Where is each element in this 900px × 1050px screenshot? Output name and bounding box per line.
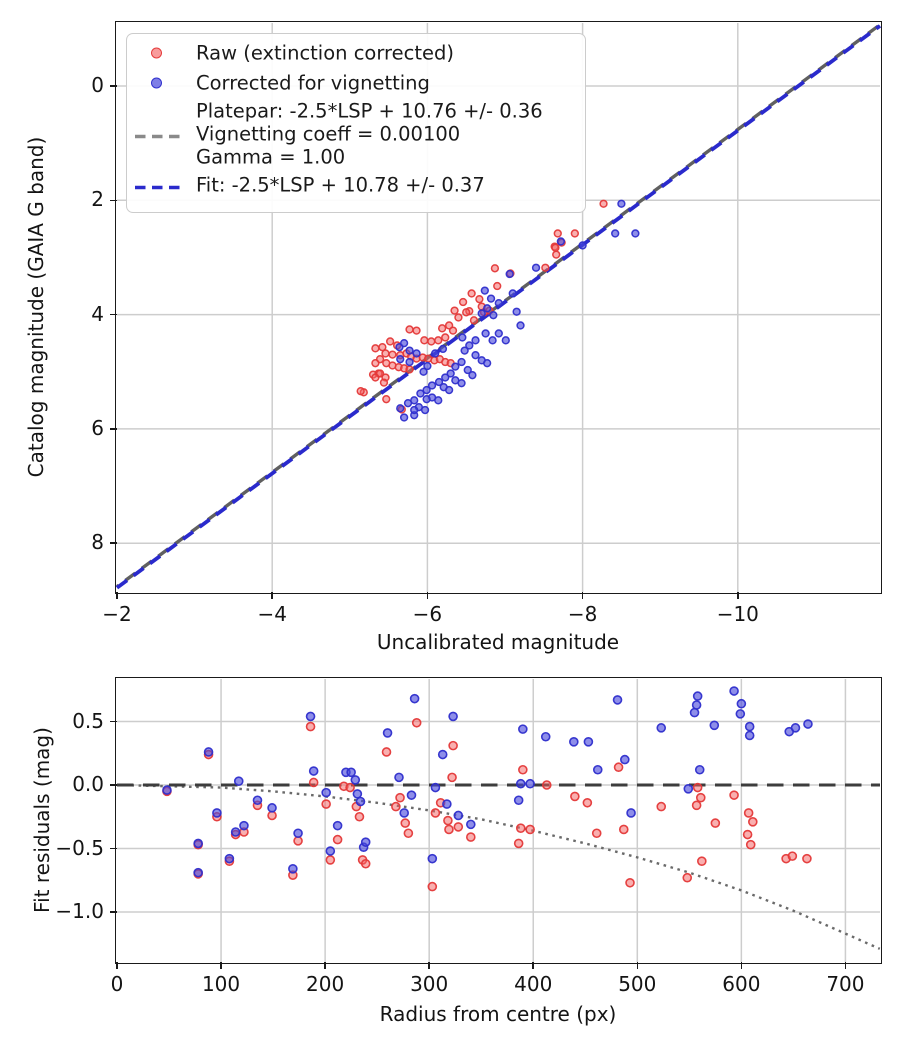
scatter-point-vignetting-blue [488, 295, 495, 302]
scatter-point-raw-red [322, 800, 330, 808]
scatter-point-vignetting-blue [627, 809, 635, 817]
scatter-point-raw-red [788, 852, 796, 860]
scatter-point-raw-red [657, 803, 665, 811]
legend-fit-label: Fit: -2.5*LSP + 10.78 +/- 0.37 [196, 173, 485, 197]
scatter-point-raw-red [396, 794, 404, 802]
x-tick-label: 500 [618, 972, 657, 996]
legend-platepar-line1: Platepar: -2.5*LSP + 10.76 +/- 0.36 [196, 99, 543, 123]
scatter-point-vignetting-blue [194, 839, 202, 847]
legend-platepar-line3: Gamma = 1.00 [196, 145, 346, 169]
legend-vignetting-label: Corrected for vignetting [196, 71, 430, 95]
scatter-point-raw-red [747, 841, 755, 849]
x-tick-mark [532, 962, 534, 969]
scatter-point-vignetting-blue [401, 414, 408, 421]
scatter-point-raw-red [543, 781, 551, 789]
scatter-point-vignetting-blue [484, 360, 491, 367]
y-tick-label: 6 [91, 415, 104, 440]
scatter-point-vignetting-blue [584, 738, 592, 746]
scatter-point-raw-red [406, 366, 413, 373]
scatter-point-vignetting-blue [614, 696, 622, 704]
scatter-point-raw-red [392, 803, 400, 811]
scatter-point-raw-red [444, 817, 452, 825]
scatter-point-raw-red [372, 360, 379, 367]
legend-platepar-dashed-line-icon [135, 125, 185, 144]
y-tick-label: 0.0 [72, 772, 104, 796]
scatter-point-raw-red [382, 350, 389, 357]
scatter-point-vignetting-blue [454, 811, 462, 819]
y-tick-label: 0.5 [72, 708, 104, 733]
scatter-point-vignetting-blue [163, 786, 171, 794]
scatter-point-vignetting-blue [509, 290, 516, 297]
scatter-point-vignetting-blue [353, 790, 361, 798]
scatter-point-raw-red [571, 792, 579, 800]
scatter-point-vignetting-blue [490, 312, 497, 319]
scatter-point-raw-red [362, 860, 370, 868]
y-tick-label: 4 [91, 301, 104, 326]
scatter-point-vignetting-blue [481, 287, 488, 294]
bottom-y-axis-label: Fit residuals (mag) [30, 727, 54, 913]
scatter-point-raw-red [346, 784, 354, 792]
scatter-point-vignetting-blue [322, 789, 330, 797]
scatter-point-raw-red [494, 283, 501, 290]
scatter-point-vignetting-blue [397, 356, 404, 363]
scatter-point-raw-red [471, 317, 478, 324]
scatter-point-raw-red [413, 719, 421, 727]
scatter-point-raw-red [406, 326, 413, 333]
scatter-point-vignetting-blue [397, 405, 404, 412]
x-tick-mark [116, 962, 118, 969]
scatter-point-vignetting-blue [289, 865, 297, 873]
top-y-axis-label: Catalog magnitude (GAIA G band) [24, 136, 48, 478]
scatter-point-vignetting-blue [696, 766, 704, 774]
scatter-point-vignetting-blue [446, 387, 453, 394]
legend-vignetting-marker-icon [151, 78, 162, 89]
scatter-point-vignetting-blue [710, 721, 718, 729]
scatter-point-vignetting-blue [194, 869, 202, 877]
scatter-point-raw-red [381, 379, 388, 386]
scatter-point-vignetting-blue [347, 768, 355, 776]
scatter-point-raw-red [730, 791, 738, 799]
scatter-point-vignetting-blue [307, 712, 315, 720]
scatter-point-raw-red [439, 325, 446, 332]
x-tick-label: 700 [826, 972, 865, 996]
scatter-point-raw-red [467, 833, 475, 841]
scatter-point-vignetting-blue [515, 796, 523, 804]
scatter-point-vignetting-blue [310, 767, 318, 775]
scatter-point-raw-red [463, 309, 470, 316]
x-tick-mark [428, 962, 430, 969]
scatter-point-vignetting-blue [422, 407, 429, 414]
scatter-point-vignetting-blue [326, 847, 334, 855]
scatter-point-raw-red [326, 856, 334, 864]
scatter-point-vignetting-blue [334, 822, 342, 830]
scatter-point-raw-red [526, 825, 534, 833]
scatter-point-vignetting-blue [405, 400, 412, 407]
scatter-point-vignetting-blue [472, 337, 479, 344]
scatter-point-raw-red [517, 824, 525, 832]
vignetting-model-dotted-curve [117, 785, 880, 949]
scatter-point-vignetting-blue [439, 751, 447, 759]
scatter-point-vignetting-blue [472, 352, 479, 359]
scatter-point-vignetting-blue [432, 350, 439, 357]
scatter-point-raw-red [445, 825, 453, 833]
scatter-point-raw-red [428, 338, 435, 345]
scatter-point-vignetting-blue [407, 791, 415, 799]
scatter-point-raw-red [377, 370, 384, 377]
scatter-point-vignetting-blue [517, 780, 525, 788]
scatter-point-raw-red [583, 799, 591, 807]
x-tick-mark [845, 962, 847, 969]
scatter-point-vignetting-blue [618, 200, 625, 207]
scatter-point-vignetting-blue [557, 238, 564, 245]
scatter-point-vignetting-blue [442, 374, 449, 381]
scatter-point-vignetting-blue [411, 695, 419, 703]
scatter-point-raw-red [421, 337, 428, 344]
bottom-plot-area [117, 679, 880, 962]
scatter-point-raw-red [593, 829, 601, 837]
scatter-point-vignetting-blue [533, 264, 540, 271]
y-tick-label: 8 [91, 530, 104, 555]
scatter-point-vignetting-blue [526, 780, 534, 788]
x-tick-label: 0 [110, 972, 124, 996]
scatter-point-raw-red [310, 778, 318, 786]
scatter-point-raw-red [294, 837, 302, 845]
scatter-point-vignetting-blue [428, 855, 436, 863]
scatter-point-raw-red [428, 883, 436, 891]
y-tick-mark [110, 911, 117, 913]
scatter-point-vignetting-blue [513, 308, 520, 315]
scatter-point-raw-red [553, 251, 560, 258]
scatter-point-vignetting-blue [517, 322, 524, 329]
scatter-point-vignetting-blue [570, 738, 578, 746]
y-tick-mark [110, 784, 117, 786]
scatter-point-raw-red [401, 819, 409, 827]
scatter-point-raw-red [334, 836, 342, 844]
scatter-point-vignetting-blue [693, 701, 701, 709]
scatter-point-vignetting-blue [579, 242, 586, 249]
x-tick-label: 400 [514, 972, 553, 996]
x-tick-label: 300 [410, 972, 449, 996]
bottom-x-axis-label: Radius from centre (px) [379, 1002, 617, 1026]
scatter-point-vignetting-blue [225, 855, 233, 863]
scatter-point-vignetting-blue [519, 725, 527, 733]
y-tick-label: 2 [91, 187, 104, 212]
scatter-point-vignetting-blue [612, 230, 619, 237]
x-tick-label: −8 [567, 602, 598, 626]
scatter-point-raw-red [383, 748, 391, 756]
x-tick-mark [582, 592, 584, 599]
scatter-point-vignetting-blue [400, 809, 408, 817]
scatter-point-vignetting-blue [461, 347, 468, 354]
scatter-point-vignetting-blue [213, 809, 221, 817]
legend-raw-marker-icon [151, 48, 162, 59]
scatter-point-raw-red [404, 829, 412, 837]
scatter-point-raw-red [515, 839, 523, 847]
x-tick-label: 100 [201, 972, 241, 996]
scatter-point-vignetting-blue [746, 723, 754, 731]
scatter-point-vignetting-blue [632, 230, 639, 237]
scatter-point-vignetting-blue [478, 310, 485, 317]
scatter-point-raw-red [744, 831, 752, 839]
scatter-point-raw-red [455, 314, 462, 321]
scatter-point-vignetting-blue [730, 687, 738, 695]
scatter-point-vignetting-blue [737, 700, 745, 708]
y-tick-label: −1.0 [55, 899, 104, 923]
scatter-point-raw-red [698, 857, 706, 865]
scatter-point-vignetting-blue [232, 828, 240, 836]
scatter-point-vignetting-blue [804, 720, 812, 728]
legend-raw-label: Raw (extinction corrected) [196, 41, 454, 65]
scatter-point-raw-red [448, 773, 456, 781]
x-tick-mark [637, 962, 639, 969]
scatter-point-vignetting-blue [423, 396, 430, 403]
scatter-point-raw-red [694, 784, 702, 792]
scatter-point-raw-red [431, 809, 439, 817]
scatter-point-raw-red [626, 879, 634, 887]
scatter-point-vignetting-blue [459, 334, 466, 341]
y-tick-mark [110, 200, 117, 202]
x-tick-label: 600 [722, 972, 761, 996]
scatter-point-vignetting-blue [469, 372, 476, 379]
scatter-point-vignetting-blue [253, 796, 261, 804]
scatter-point-vignetting-blue [482, 330, 489, 337]
scatter-point-vignetting-blue [506, 271, 513, 278]
scatter-point-vignetting-blue [542, 733, 550, 741]
scatter-point-raw-red [454, 823, 462, 831]
scatter-point-raw-red [307, 723, 315, 731]
scatter-point-raw-red [571, 230, 578, 237]
scatter-point-vignetting-blue [417, 390, 424, 397]
scatter-point-vignetting-blue [424, 363, 431, 370]
scatter-point-vignetting-blue [235, 777, 243, 785]
scatter-point-raw-red [600, 200, 607, 207]
scatter-point-vignetting-blue [240, 822, 248, 830]
y-tick-mark [110, 542, 117, 544]
scatter-point-vignetting-blue [406, 347, 413, 354]
scatter-point-vignetting-blue [657, 724, 665, 732]
scatter-point-vignetting-blue [401, 340, 408, 347]
legend-fit-dashed-line-icon [135, 176, 185, 195]
scatter-point-vignetting-blue [694, 692, 702, 700]
y-tick-mark [110, 85, 117, 87]
scatter-point-raw-red [620, 825, 628, 833]
legend-platepar-line2: Vignetting coeff = 0.00100 [196, 122, 461, 146]
scatter-point-vignetting-blue [691, 709, 699, 717]
legend [126, 33, 586, 213]
scatter-point-raw-red [803, 855, 811, 863]
top-x-axis-label: Uncalibrated magnitude [376, 630, 620, 654]
scatter-point-vignetting-blue [440, 345, 447, 352]
scatter-point-vignetting-blue [351, 776, 359, 784]
scatter-point-raw-red [435, 337, 442, 344]
scatter-point-vignetting-blue [621, 756, 629, 764]
scatter-point-raw-red [268, 811, 276, 819]
scatter-point-vignetting-blue [495, 330, 502, 337]
scatter-point-vignetting-blue [362, 838, 370, 846]
scatter-point-vignetting-blue [502, 337, 509, 344]
scatter-point-vignetting-blue [791, 724, 799, 732]
scatter-point-vignetting-blue [495, 300, 502, 307]
scatter-point-raw-red [387, 338, 394, 345]
scatter-point-raw-red [697, 794, 705, 802]
scatter-point-vignetting-blue [467, 820, 475, 828]
x-tick-mark [116, 592, 118, 599]
scatter-point-vignetting-blue [413, 350, 420, 357]
y-tick-mark [110, 721, 117, 723]
scatter-point-vignetting-blue [205, 748, 213, 756]
scatter-point-raw-red [442, 334, 449, 341]
scatter-point-raw-red [615, 763, 623, 771]
scatter-point-vignetting-blue [294, 829, 302, 837]
scatter-point-vignetting-blue [406, 359, 413, 366]
scatter-point-raw-red [372, 345, 379, 352]
x-tick-mark [324, 962, 326, 969]
y-tick-mark [110, 428, 117, 430]
scatter-point-raw-red [413, 327, 420, 334]
scatter-point-raw-red [711, 819, 719, 827]
scatter-point-raw-red [476, 296, 483, 303]
y-tick-mark [110, 848, 117, 850]
x-tick-mark [427, 592, 429, 599]
x-tick-mark [737, 592, 739, 599]
scatter-point-vignetting-blue [684, 785, 692, 793]
scatter-point-raw-red [383, 396, 390, 403]
x-tick-label: −2 [102, 602, 132, 626]
scatter-point-vignetting-blue [384, 729, 392, 737]
scatter-point-raw-red [389, 351, 396, 358]
scatter-point-vignetting-blue [736, 710, 744, 718]
y-tick-mark [110, 314, 117, 316]
scatter-point-raw-red [357, 388, 364, 395]
scatter-point-raw-red [745, 809, 753, 817]
x-tick-label: 200 [306, 972, 345, 996]
scatter-point-raw-red [451, 307, 458, 314]
scatter-point-raw-red [554, 230, 561, 237]
scatter-point-vignetting-blue [458, 359, 465, 366]
scatter-point-raw-red [693, 801, 701, 809]
scatter-point-vignetting-blue [411, 407, 418, 414]
x-tick-label: −4 [257, 602, 287, 626]
scatter-point-vignetting-blue [594, 766, 602, 774]
scatter-point-vignetting-blue [452, 363, 459, 370]
scatter-point-vignetting-blue [449, 712, 457, 720]
y-tick-label: −0.5 [55, 835, 104, 860]
scatter-point-raw-red [468, 290, 475, 297]
y-tick-label: 0 [91, 73, 104, 97]
x-tick-mark [741, 962, 743, 969]
scatter-point-vignetting-blue [443, 800, 451, 808]
scatter-point-vignetting-blue [357, 798, 365, 806]
scatter-point-raw-red [542, 264, 549, 271]
scatter-point-vignetting-blue [431, 784, 439, 792]
x-tick-mark [271, 592, 273, 599]
scatter-point-raw-red [460, 299, 467, 306]
scatter-point-raw-red [492, 265, 499, 272]
scatter-point-vignetting-blue [458, 380, 465, 387]
scatter-point-vignetting-blue [268, 804, 276, 812]
scatter-point-vignetting-blue [395, 773, 403, 781]
scatter-point-raw-red [683, 874, 691, 882]
scatter-point-vignetting-blue [746, 731, 754, 739]
scatter-point-raw-red [449, 742, 457, 750]
x-tick-label: −10 [716, 602, 759, 626]
scatter-point-raw-red [519, 766, 527, 774]
x-tick-mark [220, 962, 222, 969]
scatter-point-raw-red [450, 327, 457, 334]
scatter-point-raw-red [749, 818, 757, 826]
x-tick-label: −6 [412, 602, 443, 626]
scatter-point-vignetting-blue [489, 337, 496, 344]
scatter-point-vignetting-blue [435, 397, 442, 404]
scatter-point-raw-red [355, 813, 363, 821]
scatter-point-raw-red [552, 244, 559, 251]
